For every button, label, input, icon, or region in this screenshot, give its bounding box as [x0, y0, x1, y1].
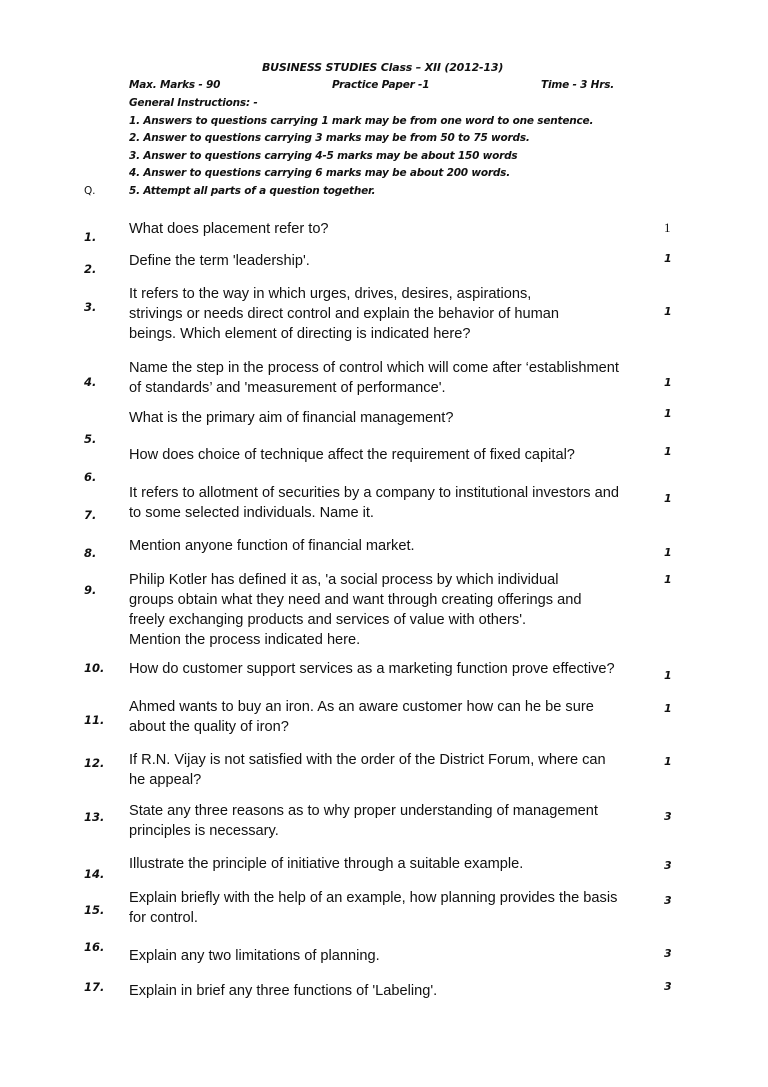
question-line: Define the term 'leadership'. [129, 253, 310, 269]
question-text [129, 750, 649, 790]
question-text [129, 801, 649, 841]
question-number: 4. [84, 375, 97, 389]
q-column-label: Q. [84, 185, 96, 197]
question-line: Explain in brief any three functions of 'Labeling'. [129, 983, 438, 999]
question-marks: 1 [664, 492, 672, 505]
question-text [129, 219, 649, 239]
instruction: 4. Answer to questions carrying 6 marks may be about 200 words. [129, 167, 511, 179]
question-marks: 1 [664, 407, 672, 420]
question-text [129, 483, 649, 523]
question-line: about the quality of iron? [129, 719, 289, 735]
question-number: 17. [84, 980, 105, 994]
question-text [129, 536, 649, 556]
question-number: 8. [84, 546, 97, 560]
question-line: What does placement refer to? [129, 221, 329, 237]
question-number: 16. [84, 940, 105, 954]
question-line: How does choice of technique affect the requirement of fixed capital? [129, 447, 575, 463]
question-number: 11. [84, 713, 105, 727]
question-line: he appeal? [129, 772, 202, 788]
question-text [129, 854, 649, 874]
question-marks: 1 [664, 445, 672, 458]
instructions-label: General Instructions: - [129, 97, 258, 109]
question-text [129, 408, 649, 428]
max-marks: Max. Marks - 90 [129, 79, 221, 91]
question-number: 10. [84, 661, 105, 675]
question-line: What is the primary aim of financial management? [129, 410, 454, 426]
question-text [129, 570, 649, 650]
question-number: 9. [84, 583, 97, 597]
question-text [129, 888, 649, 928]
question-line: Philip Kotler has defined it as, 'a social process by which individual [129, 572, 559, 588]
question-number: 13. [84, 810, 105, 824]
question-line: Mention anyone function of financial market. [129, 538, 415, 554]
instruction: 5. Attempt all parts of a question together. [129, 185, 376, 197]
question-text [129, 981, 649, 1001]
question-number: 7. [84, 508, 97, 522]
instruction: 1. Answers to questions carrying 1 mark may be from one word to one sentence. [129, 115, 594, 127]
question-line: principles is necessary. [129, 823, 279, 839]
question-text [129, 659, 649, 679]
question-number: 15. [84, 903, 105, 917]
paper-title: BUSINESS STUDIES Class – XII (2012-13) [262, 61, 504, 74]
question-marks: 3 [664, 947, 672, 960]
time-allowed: Time - 3 Hrs. [541, 79, 615, 91]
question-text [129, 697, 649, 737]
question-marks: 1 [664, 546, 672, 559]
question-line: of standards’ and 'measurement of performance'. [129, 380, 446, 396]
question-number: 12. [84, 756, 105, 770]
paper-name: Practice Paper -1 [332, 79, 430, 91]
question-number: 14. [84, 867, 105, 881]
question-text [129, 445, 649, 465]
question-number: 5. [84, 432, 97, 446]
question-line: It refers to allotment of securities by a company to institutional investors and [129, 485, 619, 501]
question-text [129, 284, 649, 344]
question-marks: 1 [664, 220, 671, 235]
question-line: How do customer support services as a marketing function prove effective? [129, 661, 615, 677]
question-line: to some selected individuals. Name it. [129, 505, 374, 521]
instruction: 3. Answer to questions carrying 4-5 marks may be about 150 words [129, 150, 518, 162]
question-number: 6. [84, 470, 97, 484]
question-marks: 3 [664, 980, 672, 993]
question-number: 1. [84, 230, 97, 244]
question-marks: 1 [664, 669, 672, 682]
question-number: 2. [84, 262, 97, 276]
question-line: Explain any two limitations of planning. [129, 948, 380, 964]
question-line: Ahmed wants to buy an iron. As an aware customer how can he be sure [129, 699, 594, 715]
question-line: beings. Which element of directing is indicated here? [129, 326, 471, 342]
question-marks: 1 [664, 573, 672, 586]
question-line: State any three reasons as to why proper understanding of management [129, 803, 598, 819]
question-line: If R.N. Vijay is not satisfied with the order of the District Forum, where can [129, 752, 606, 768]
question-line: Illustrate the principle of initiative through a suitable example. [129, 856, 524, 872]
question-line: strivings or needs direct control and explain the behavior of human [129, 306, 559, 322]
question-line: Name the step in the process of control which will come after ‘establishment [129, 360, 619, 376]
question-line: for control. [129, 910, 198, 926]
question-text [129, 946, 649, 966]
question-marks: 3 [664, 894, 672, 907]
question-line: It refers to the way in which urges, drives, desires, aspirations, [129, 286, 532, 302]
question-text [129, 251, 649, 271]
question-marks: 3 [664, 859, 672, 872]
question-marks: 1 [664, 305, 672, 318]
question-text [129, 358, 649, 398]
question-marks: 1 [664, 755, 672, 768]
question-number: 3. [84, 300, 97, 314]
instruction: 2. Answer to questions carrying 3 marks may be from 50 to 75 words. [129, 132, 530, 144]
question-line: Explain briefly with the help of an example, how planning provides the basis [129, 890, 618, 906]
question-marks: 1 [664, 702, 672, 715]
question-line: Mention the process indicated here. [129, 632, 361, 648]
question-marks: 1 [664, 376, 672, 389]
question-line: freely exchanging products and services of value with others'. [129, 612, 527, 628]
question-marks: 1 [664, 252, 672, 265]
question-line: groups obtain what they need and want through creating offerings and [129, 592, 582, 608]
question-marks: 3 [664, 810, 672, 823]
